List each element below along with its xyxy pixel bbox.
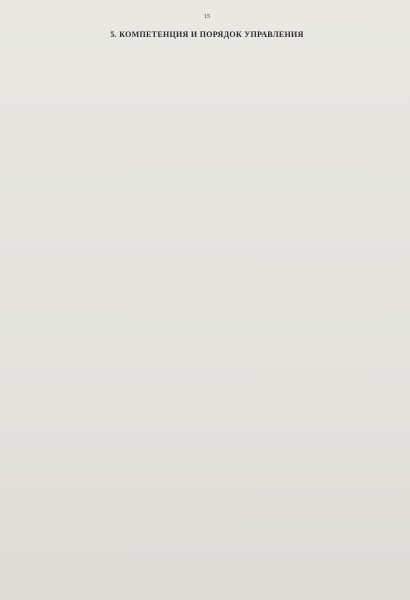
section-title: 5. КОМПЕТЕНЦИЯ И ПОРЯДОК УПРАВЛЕНИЯ <box>110 30 304 39</box>
page-number: 15 <box>204 14 210 20</box>
